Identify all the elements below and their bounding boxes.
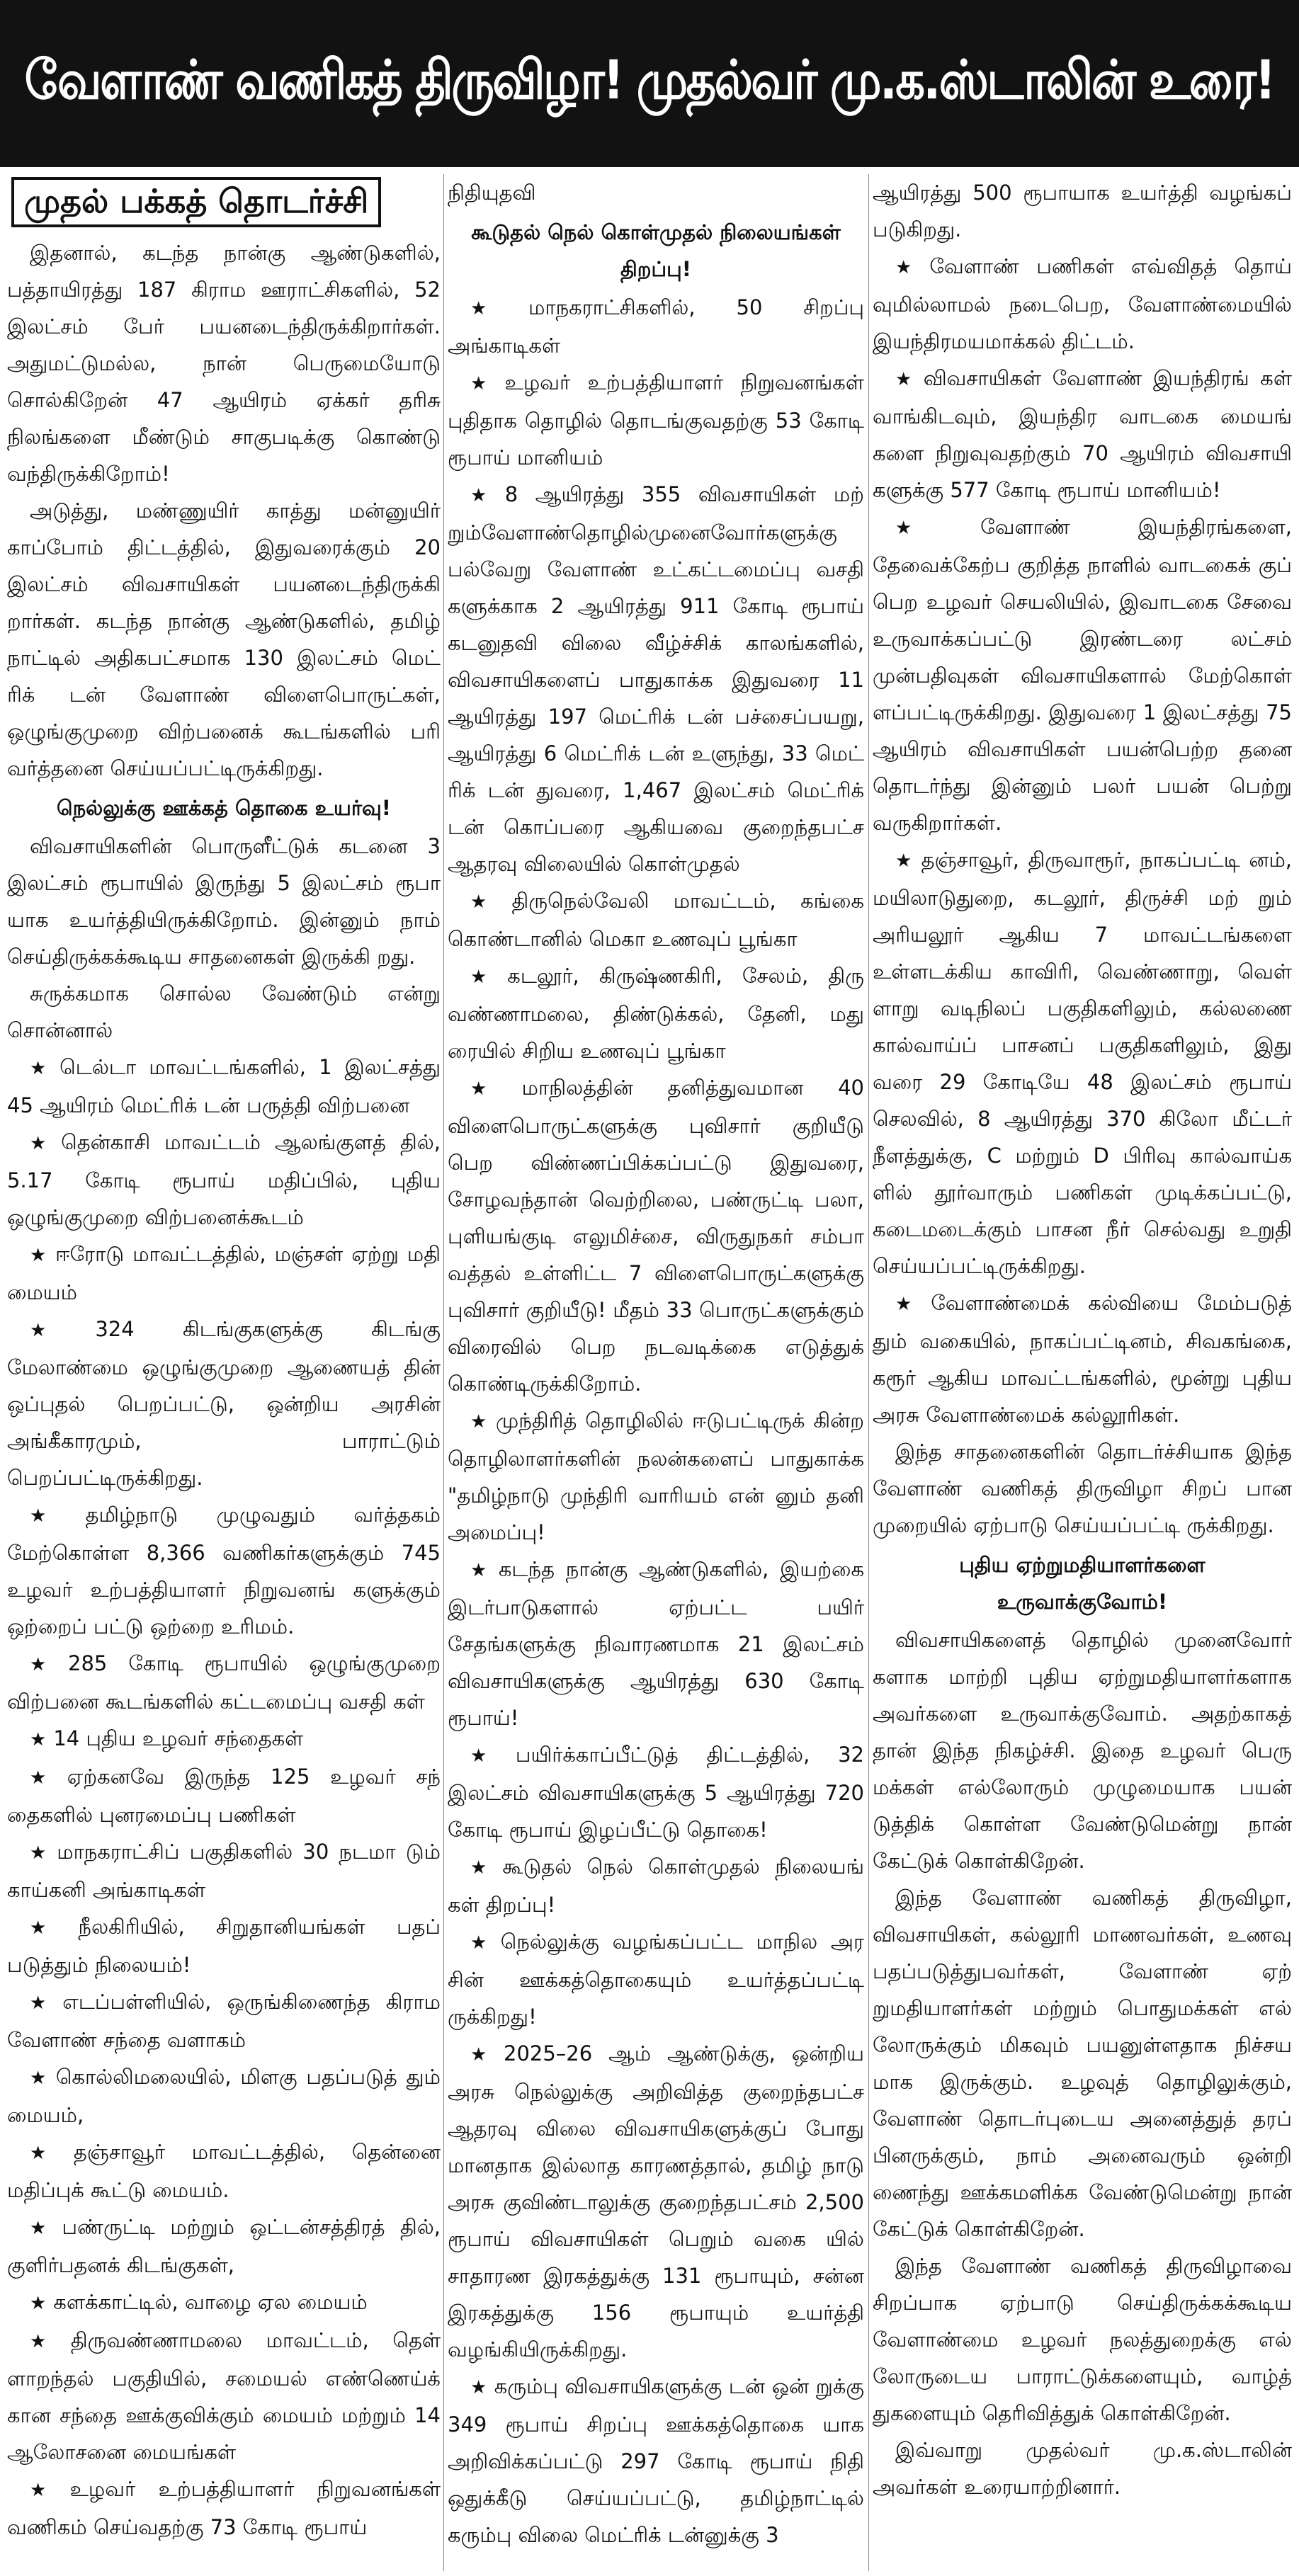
star-bullet-icon: ★ [470, 891, 505, 913]
bullet-text: 324 கிடங்குகளுக்கு கிடங்கு மேலாண்மை ஒழுங்குமுறை ஆணையத் தின் ஒப்புதல் பெறப்பட்டு, ஒன்றிய அரசின் அங்கீகாரமும், பாராட்டும் பெறப்பட்டிருக்கிறது. [7, 1316, 441, 1490]
paragraph: இந்த வேளாண் வணிகத் திருவிழாவை சிறப்பாக ஏற்பாடு செய்திருக்கக்கூடிய வேளாண்மை உழவர் நலத்துறைக்கு எல் லோருடைய பாராட்டுக்களையும், வாழ்த் துகளையும் தெரிவித்துக் கொள்கிறேன். [873, 2254, 1292, 2425]
bullet-text: நெல்லுக்கு வழங்கப்பட்ட மாநில அர சின் ஊக்கத்தொகையும் உயர்த்தப்பட்டி ருக்கிறது! [448, 1930, 864, 2029]
bullet-item [448, 1402, 864, 1551]
bullet-item [448, 1923, 864, 2035]
bullet-item [448, 476, 864, 882]
bullet-item [448, 882, 864, 957]
bullet-text: 8 ஆயிரத்து 355 விவசாயிகள் மற் றும்வேளாண்தொழில்முனைவோர்களுக்கு பல்வேறு வேளாண் உட்கட்டமைப்பு வசதி களுக்காக 2 ஆயிரத்து 911 கோடி ரூபாய் கடனுதவி விலை வீழ்ச்சிக் காலங்களில், விவசாயிகளைப் பாதுகாக்க இதுவரை 11 ஆயிரத்து 197 மெட்ரிக் டன் பச்சைப்பயறு, ஆயிரத்து 6 மெட்ரிக் டன் உளுந்து, 33 மெட் ரிக் டன் துவரை, 1,467 இலட்சம் மெட்ரிக் டன் கொப்பரை ஆகியவை குறைந்தபட்ச ஆதரவு விலையில் கொள்முதல் [448, 482, 864, 876]
bullet-text: திருநெல்வேலி மாவட்டம், கங்கை கொண்டானில் மெகா உணவுப் பூங்கா [448, 889, 864, 951]
star-bullet-icon: ★ [895, 1294, 924, 1315]
bullet-text: தென்காசி மாவட்டம் ஆலங்குளத் தில், 5.17 கோடி ரூபாய் மதிப்பில், புதிய ஒழுங்குமுறை விற்பனைக்கூடம் [7, 1129, 441, 1229]
continued-paragraph: நிதியுதவி [448, 181, 536, 205]
bullet-item [7, 1049, 441, 1124]
star-bullet-icon: ★ [470, 1560, 492, 1581]
bullet-text: தஞ்சாவூர், திருவாரூர், நாகப்பட்டி னம், மயிலாடுதுறை, கடலூர், திருச்சி மற் றும் அரியலூர் ஆகிய 7 மாவட்டங்களை உள்ளடக்கிய காவிரி, வெண்ணாறு, வெள் ளாறு வடிநிலப் பகுதிகளிலும், கல்லணை கால்வாய்ப் பாசனப் பகுதிகளிலும், இது வரை 29 கோடியே 48 இலட்சம் ரூபாய் செலவில், 8 ஆயிரத்து 370 கிலோ மீட்டர் நீளத்துக்கு, C மற்றும் D பிரிவு கால்வாய்க ளில் தூர்வாரும் பணிகள் முடிக்கப்பட்டு, கடைமடைக்கும் பாசன நீர் செல்வது உறுதி செய்யப்பட்டிருக்கிறது. [873, 848, 1292, 1278]
bullet-item [873, 1284, 1292, 1433]
bullet-text: ஏற்கனவே இருந்த 125 உழவர் சந் தைகளில் புனரமைப்பு பணிகள் [7, 1764, 441, 1827]
bullet-item [448, 1069, 864, 1402]
star-bullet-icon: ★ [470, 298, 522, 319]
star-bullet-icon: ★ [30, 1132, 55, 1154]
bullet-item [873, 841, 1292, 1284]
bullet-text: திருவண்ணாமலை மாவட்டம், தெள் ளாறந்தல் பகுதியில், சமையல் எண்ணெய்க் கான சந்தை ஊக்குவிக்கும் மையம் மற்றும் 14 ஆலோசனை மையங்கள் [7, 2327, 441, 2464]
bullet-text: எடப்பள்ளியில், ஒருங்கிணைந்த கிராம வேளாண் சந்தை வளாகம் [7, 1989, 441, 2052]
bullet-text: தஞ்சாவூர் மாவட்டத்தில், தென்னை மதிப்புக் கூட்டு மையம். [7, 2139, 441, 2202]
bullet-item [448, 1848, 864, 1923]
article-column-2 [448, 174, 864, 2571]
star-bullet-icon: ★ [470, 1411, 489, 1432]
bullet-text: மாநிலத்தின் தனித்துவமான 40 விளைபொருட்களுக்கு புவிசார் குறியீடு பெற விண்ணப்பிக்கப்பட்டு இதுவரை, சோழவந்தான் வெற்றிலை, பண்ருட்டி பலா, புளியங்குடி எலுமிச்சை, விருதுநகர் சம்பா வத்தல் உள்ளிட்ட 7 விளைபொருட்களுக்கு புவிசார் குறியீடு! மீதம் 33 பொருட்களுக்கும் விரைவில் பெற நடவடிக்கை எடுத்துக் கொண்டிருக்கிறோம். [448, 1076, 864, 1396]
bullet-item [448, 1551, 864, 1736]
bullet-item [7, 1236, 441, 1311]
bullet-text: முந்திரித் தொழிலில் ஈடுபட்டிருக் கின்ற தொழிலாளர்களின் நலன்களைப் பாதுகாக்க "தமிழ்நாடு முந்திரி வாரியம் என் னும் தனி அமைப்பு! [448, 1408, 864, 1544]
star-bullet-icon: ★ [30, 2067, 49, 2089]
column-1-body [7, 234, 441, 2546]
star-bullet-icon: ★ [30, 2292, 47, 2314]
star-bullet-icon: ★ [30, 1244, 49, 1266]
bullet-text: களக்காட்டில், வாழை ஏல மையம் [53, 2289, 368, 2314]
star-bullet-icon: ★ [30, 2142, 67, 2164]
bullet-text: உழவர் உற்பத்தியாளர் நிறுவனங்கள் புதிதாக தொழில் தொடங்குவதற்கு 53 கோடி ரூபாய் மானியம் [448, 370, 864, 469]
column-divider [868, 174, 869, 2571]
star-bullet-icon: ★ [470, 967, 501, 988]
bullet-item [7, 1983, 441, 2058]
bullet-text: கடலூர், கிருஷ்ணகிரி, சேலம், திரு வண்ணாமலை, திண்டுக்கல், தேனி, மது ரையில் சிறிய உணவுப் பூங்கா [448, 964, 864, 1063]
column-2-body [448, 174, 864, 2553]
star-bullet-icon: ★ [895, 850, 914, 872]
bullet-item [448, 2035, 864, 2368]
bullet-text: வேளாண்மைக் கல்வியை மேம்படுத் தும் வகையில், நாகப்பட்டினம், சிவகங்கை, கரூர் ஆகிய மாவட்டங்களில், மூன்று புதிய அரசு வேளாண்மைக் கல்லூரிகள். [873, 1291, 1292, 1427]
bullet-item [7, 1908, 441, 1983]
star-bullet-icon: ★ [30, 1767, 60, 1789]
bullet-text: நீலகிரியில், சிறுதானியங்கள் பதப் படுத்தும் நிலையம்! [7, 1914, 441, 1977]
bullet-item [7, 1720, 441, 1758]
bullet-text: பயிர்க்காப்பீட்டுத் திட்டத்தில், 32 இலட்சம் விவசாயிகளுக்கு 5 ஆயிரத்து 720 கோடி ரூபாய் இழப்பீட்டு தொகை! [448, 1743, 864, 1842]
bullet-text: வேளாண் இயந்திரங்களை, தேவைக்கேற்ப குறித்த நாளில் வாடகைக் குப் பெற உழவர் செயலியில், இவாடகை சேவை உருவாக்கப்பட்டு இரண்டரை லட்சம் முன்பதிவுகள் விவசாயிகளால் மேற்கொள் ளப்பட்டிருக்கிறது. இதுவரை 1 இலட்சத்து 75 ஆயிரம் விவசாயிகள் பயன்பெற்ற தனை தொடர்ந்து இன்னும் பலர் பயன் பெற்று வருகிறார்கள். [873, 515, 1292, 835]
star-bullet-icon: ★ [895, 369, 917, 390]
bullet-text: மாநகராட்சிப் பகுதிகளில் 30 நடமா டும் காய்கனி அங்காடிகள் [7, 1839, 441, 1902]
bullet-item [448, 2368, 864, 2553]
star-bullet-icon: ★ [470, 1932, 494, 1954]
star-bullet-icon: ★ [30, 1917, 72, 1939]
bullet-item [7, 1758, 441, 1833]
star-bullet-icon: ★ [30, 1319, 89, 1341]
bullet-item [873, 360, 1292, 508]
bullet-item [7, 1311, 441, 1496]
paragraph: அடுத்து, மண்ணுயிர் காத்து மன்னுயிர் காப்போம் திட்டத்தில், இதுவரைக்கும் 20 இலட்சம் விவசாயிகள் பயனடைந்திருக்கி றார்கள். கடந்த நான்கு ஆண்டுகளில், தமிழ் நாட்டில் அதிகபட்சமாக 130 இலட்சம் மெட் ரிக் டன் வேளாண் விளைபொருட்கள், ஒழுங்குமுறை விற்பனைக் கூடங்களில் பரி வர்த்தனை செய்யப்பட்டிருக்கிறது. [7, 498, 441, 780]
bullet-text: கொல்லிமலையில், மிளகு பதப்படுத் தும் மையம், [7, 2064, 441, 2127]
bullet-item [448, 1736, 864, 1848]
star-bullet-icon: ★ [30, 2479, 63, 2501]
star-bullet-icon: ★ [30, 2217, 55, 2239]
star-bullet-icon: ★ [30, 1842, 50, 1864]
subheading: நெல்லுக்கு ஊக்கத் தொகை உயர்வு! [57, 795, 391, 820]
star-bullet-icon: ★ [30, 2330, 64, 2352]
bullet-text: கடந்த நான்கு ஆண்டுகளில், இயற்கை இடர்பாடுகளால் ஏற்பட்ட பயிர் சேதங்களுக்கு நிவாரணமாக 21 இலட்சம் விவசாயிகளுக்கு ஆயிரத்து 630 கோடி ரூபாய்! [448, 1557, 864, 1730]
paragraph: விவசாயிகளைத் தொழில் முனைவோர் களாக மாற்றி புதிய ஏற்றுமதியாளர்களாக அவர்களை உருவாக்குவோம். அதற்காகத் தான் இந்த நிகழ்ச்சி. இதை உழவர் பெரு மக்கள் எல்லோரும் முழுமையாக பயன் டுத்திக் கொள்ள வேண்டுமென்று நான் கேட்டுக் கொள்கிறேன். [873, 1628, 1292, 1873]
bullet-text: விவசாயிகள் வேளாண் இயந்திரங் கள் வாங்கிடவும், இயந்திர வாடகை மையங் களை நிறுவுவதற்கும் 70 ஆயிரம் விவசாயி களுக்கு 577 கோடி ரூபாய் மானியம்! [873, 366, 1292, 502]
paragraph: இந்த சாதனைகளின் தொடர்ச்சியாக இந்த வேளாண் வணிகத் திருவிழா சிறப் பான முறையில் ஏற்பாடு செய்யப்பட்டி ருக்கிறது. [873, 1440, 1292, 1537]
paragraph: இதனால், கடந்த நான்கு ஆண்டுகளில், பத்தாயிரத்து 187 கிராம ஊராட்சிகளில், 52 இலட்சம் பேர் பயனடைந்திருக்கிறார்கள். அதுமட்டுமல்ல, நான் பெருமையோடு சொல்கிறேன் 47 ஆயிரம் ஏக்கர் தரிசு நிலங்களை மீண்டும் சாகுபடிக்கு கொண்டு வந்திருக்கிறோம்! [7, 240, 441, 486]
star-bullet-icon: ★ [30, 1057, 53, 1079]
bullet-item [7, 1124, 441, 1236]
headline: வேளாண் வணிகத் திருவிழா! முதல்வர் மு.க.ஸ்டாலின் உரை! [24, 48, 1275, 111]
bullet-text: வேளாண் பணிகள் எவ்விதத் தொய் வுமில்லாமல் நடைபெற, வேளாண்மையில் இயந்திரமயமாக்கல் திட்டம். [873, 254, 1292, 353]
bullet-item [7, 1496, 441, 1645]
bullet-item [7, 2209, 441, 2284]
subheading: புதிய ஏற்றுமதியாளர்களை உருவாக்குவோம்! [959, 1553, 1206, 1614]
article-column-1 [7, 174, 441, 2571]
star-bullet-icon: ★ [470, 1745, 509, 1767]
paragraph: இந்த வேளாண் வணிகத் திருவிழா, விவசாயிகள், கல்லூரி மாணவர்கள், உணவு பதப்படுத்துபவர்கள், வேளாண் ஏற் றுமதியாளர்கள் மற்றும் பொதுமக்கள் எல் லோருக்கும் மிகவும் பயனுள்ளதாக நிச்சய மாக இருக்கும். உழவுத் தொழிலுக்கும், வேளாண் தொடர்புடைய அனைத்துத் தரப் பினருக்கும், நாம் அனைவரும் ஒன்றி ணைந்து ஊக்கமளிக்க வேண்டுமென்று நான் கேட்டுக் கொள்கிறேன். [873, 1886, 1292, 2241]
star-bullet-icon: ★ [470, 1857, 496, 1879]
bullet-item [7, 2322, 441, 2470]
star-bullet-icon: ★ [30, 1505, 79, 1527]
star-bullet-icon: ★ [470, 373, 498, 394]
column-3-body [873, 174, 1292, 2505]
bullet-text: 2025–26 ஆம் ஆண்டுக்கு, ஒன்றிய அரசு நெல்லுக்கு அறிவித்த குறைந்தபட்ச ஆதரவு விலை விவசாயிகளுக்குப் போது மானதாக இல்லாத காரணத்தால், தமிழ் நாடு அரசு குவிண்டாலுக்கு குறைந்தபட்சம் 2,500 ரூபாய் விவசாயிகள் பெறும் வகை யில் சாதாரண இரகத்துக்கு 131 ரூபாயும், சன்ன இரகத்துக்கு 156 ரூபாயும் உயர்த்தி வழங்கியிருக்கிறது. [448, 2041, 864, 2361]
bullet-text: 14 புதிய உழவர் சந்தைகள் [53, 1726, 304, 1750]
bullet-item [7, 2284, 441, 2322]
bullet-item [7, 1645, 441, 1720]
bullet-text: ஈரோடு மாவட்டத்தில், மஞ்சள் ஏற்று மதி மையம் [7, 1241, 441, 1304]
bullet-item [7, 2470, 441, 2546]
bullet-item [448, 364, 864, 476]
bullet-item [448, 289, 864, 364]
bullet-text: டெல்டா மாவட்டங்களில், 1 இலட்சத்து 45 ஆயிரம் மெட்ரிக் டன் பருத்தி விற்பனை [7, 1054, 441, 1117]
bullet-text: தமிழ்நாடு முழுவதும் வர்த்தகம் மேற்கொள்ள 8,366 வணிகர்களுக்கும் 745 உழவர் உற்பத்தியாளர் நிறுவனங் களுக்கும் ஒற்றைப் பட்டு ஒற்றை உரிமம். [7, 1502, 441, 1639]
bullet-text: உழவர் உற்பத்தியாளர் நிறுவனங்கள் வணிகம் செய்வதற்கு 73 கோடி ரூபாய் [7, 2476, 441, 2539]
continuation-label: முதல் பக்கத் தொடர்ச்சி [11, 177, 381, 227]
continued-paragraph: ஆயிரத்து 500 ரூபாயாக உயர்த்தி வழங்கப் படுகிறது. [873, 181, 1292, 241]
bullet-text: பண்ருட்டி மற்றும் ஒட்டன்சத்திரத் தில், குளிர்பதனக் கிடங்குகள், [7, 2214, 441, 2277]
star-bullet-icon: ★ [895, 257, 923, 278]
bullet-item [7, 2133, 441, 2209]
star-bullet-icon: ★ [470, 2044, 497, 2065]
article-column-3 [873, 174, 1292, 2571]
bullet-text: கூடுதல் நெல் கொள்முதல் நிலையங் கள் திறப்பு! [448, 1854, 864, 1917]
star-bullet-icon: ★ [895, 518, 974, 539]
bullet-item [873, 248, 1292, 360]
bullet-item [873, 508, 1292, 841]
star-bullet-icon: ★ [470, 1078, 515, 1100]
column-divider [443, 174, 444, 2571]
star-bullet-icon: ★ [30, 1728, 47, 1750]
bullet-item [448, 957, 864, 1069]
bullet-item [7, 1833, 441, 1908]
star-bullet-icon: ★ [30, 1992, 56, 2014]
bullet-text: மாநகராட்சிகளில், 50 சிறப்பு அங்காடிகள் [448, 295, 864, 358]
paragraph: இவ்வாறு முதல்வர் மு.க.ஸ்டாலின் அவர்கள் உரையாற்றினார். [873, 2438, 1292, 2499]
bullet-text: 285 கோடி ரூபாயில் ஒழுங்குமுறை விற்பனை கூடங்களில் கட்டமைப்பு வசதி கள் [7, 1651, 441, 1714]
headline-banner [0, 0, 1299, 167]
subheading: கூடுதல் நெல் கொள்முதல் நிலையங்கள் திறப்பு! [471, 220, 841, 281]
bullet-item [7, 2058, 441, 2133]
star-bullet-icon: ★ [30, 1653, 62, 1675]
bullet-text: கரும்பு விவசாயிகளுக்கு டன் ஒன் றுக்கு 349 ரூபாய் சிறப்பு ஊக்கத்தொகை யாக அறிவிக்கப்பட்டு 297 கோடி ரூபாய் நிதி ஒதுக்கீடு செய்யப்பட்டு, தமிழ்நாட்டில் கரும்பு விலை மெட்ரிக் டன்னுக்கு 3 [448, 2374, 864, 2547]
paragraph: சுருக்கமாக சொல்ல வேண்டும் என்று சொன்னால் [7, 981, 441, 1042]
star-bullet-icon: ★ [470, 485, 498, 506]
paragraph: விவசாயிகளின் பொருளீட்டுக் கடனை 3 இலட்சம் ரூபாயில் இருந்து 5 இலட்சம் ரூபா யாக உயர்த்தியிருக்கிறோம். இன்னும் நாம் செய்திருக்கக்கூடிய சாதனைகள் இருக்கி றது. [7, 833, 441, 969]
star-bullet-icon: ★ [470, 2377, 487, 2398]
